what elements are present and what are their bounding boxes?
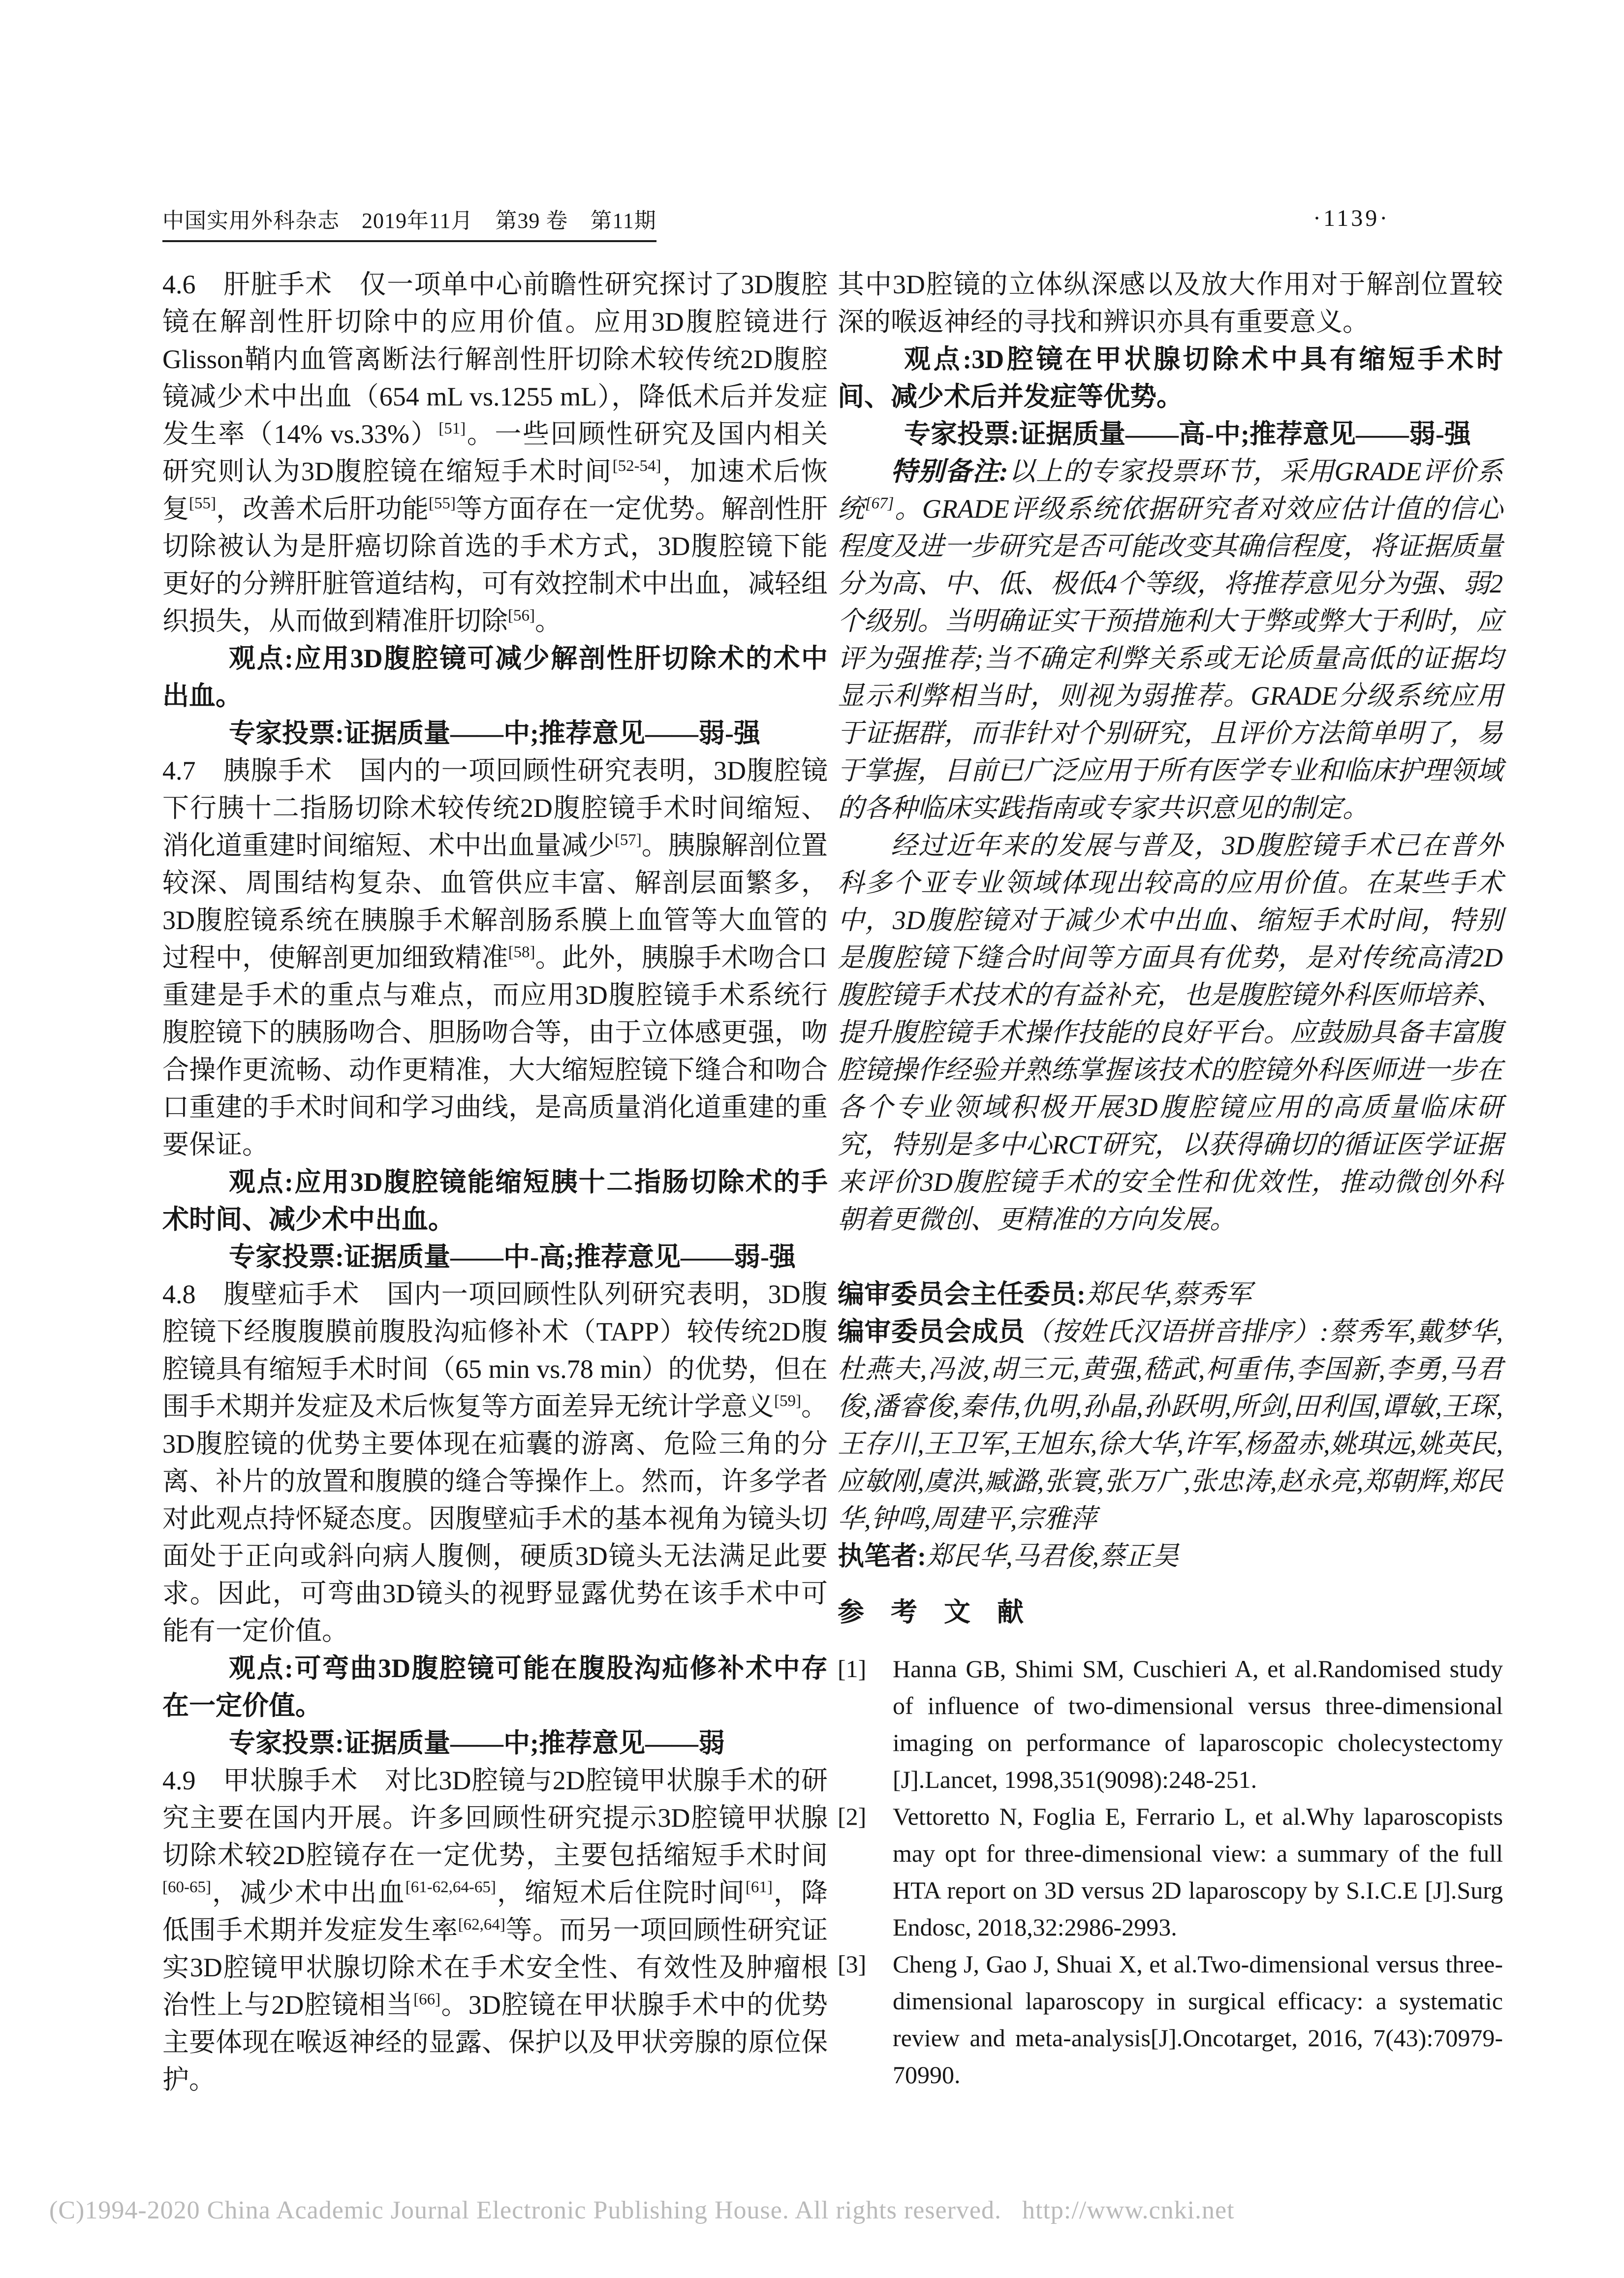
text-segment: 郑民华,马君俊,蔡正昊: [926, 1541, 1179, 1571]
left-column: [162, 266, 828, 2098]
text-segment: 专家投票:证据质量——中;推荐意见——弱: [229, 1728, 725, 1758]
text-segment: ，减少术中出血: [211, 1878, 406, 1907]
section-4-6: [162, 266, 828, 640]
text-segment: ，降低围手术期并发症发生率: [162, 1878, 828, 1945]
authors-line: [838, 1537, 1503, 1575]
citation-superscript: [56]: [508, 607, 535, 624]
citation-superscript: [62,64]: [458, 1916, 505, 1934]
section-4-7: [162, 752, 828, 1163]
text-segment: 以上的专家投票环节，采用GRADE评价系统: [838, 457, 1503, 524]
text-segment: 经过近年来的发展与普及，3D腹腔镜手术已在普外科多个亚专业领域体现出较高的应用价值。在某些手术中，3D腹腔镜对于减少术中出血、缩短手术时间，特别是腹腔镜下缝合时间等方面具有优势，是对传统高清2D腹腔镜手术技术的有益补充，也是腹腔镜外科医师培养、提升腹腔镜手术操作技能的良好平台。应鼓励具备丰富腹腔镜操作经验并熟练掌握该技术的腔镜外科医师进一步在各个专业领域积极开展3D腹腔镜应用的高质量临床研究，特别是多中心RCT研究，以获得确切的循证医学证据来评价3D腹腔镜手术的安全性和优效性，推动微创外科朝着更微创、更精准的方向发展。: [838, 831, 1503, 1234]
text-segment: 等。而另一项回顾性研究证实3D腔镜甲状腺切除术在手术安全性、有效性及肿瘤根治性上与2D腔镜相当: [162, 1915, 828, 2020]
text-segment: （按姓氏汉语拼音排序）:蔡秀军,戴梦华,杜燕夫,冯波,胡三元,黄强,嵇武,柯重伟,李国新,李勇,马君俊,潘睿俊,秦伟,仇明,孙晶,孙跃明,所剑,田利国,谭敏,王琛,王存川,王卫军,王旭东,徐大华,许军,杨盈赤,姚琪远,姚英民,应敏刚,虞洪,臧潞,张寰,张万广,张忠涛,赵永亮,郑朝辉,郑民华,钟鸣,周建平,宗雅萍: [838, 1317, 1503, 1533]
text-segment: 。: [534, 606, 562, 636]
text-segment: 观点:应用3D腹腔镜可减少解剖性肝切除术的术中出血。: [162, 644, 828, 711]
text-segment: 编审委员会成员: [838, 1317, 1025, 1346]
text-segment: ，加速术后恢复: [162, 457, 828, 524]
text-segment: 。胰腺解剖位置较深、周围结构复杂、血管供应丰富、解剖层面繁多，3D腹腔镜系统在胰腺手术解剖肠系膜上血管等大血管的过程中，使解剖更加细致精准: [162, 831, 828, 972]
text-segment: 。GRADE评级系统依据研究者对效应估计值的信心程度及进一步研究是否可能改变其确信程度，将证据质量分为高、中、低、极低4个等级，将推荐意见分为强、弱2个级别。当明确证实干预措施利大于弊或弊大于利时，应评为强推荐;当不确定利弊关系或无论质量高低的证据均显示利弊相当时，则视为弱推荐。GRADE分级系统应用于证据群，而非针对个别研究，且评价方法简单明了，易于掌握，目前已广泛应用于所有医学专业和临床护理领域的各种临床实践指南或专家共识意见的制定。: [838, 494, 1503, 823]
spacer: [838, 1238, 1503, 1276]
text-segment: ，改善术后肝功能: [216, 494, 429, 524]
citation-superscript: [58]: [508, 943, 535, 961]
page-number: ·1139·: [1313, 205, 1390, 231]
text-segment: 专家投票:证据质量——中-高;推荐意见——弱-强: [229, 1242, 796, 1272]
text-segment: 专家投票:证据质量——中;推荐意见——弱-强: [229, 718, 760, 748]
grade-note: [838, 453, 1503, 827]
reference-1: [838, 1651, 1503, 1798]
references-heading: [838, 1593, 1503, 1631]
citation-superscript: [61]: [745, 1878, 773, 1896]
text-segment: 观点:应用3D腹腔镜能缩短胰十二指肠切除术的手术时间、减少术中出血。: [162, 1167, 828, 1234]
text-segment: 其中3D腔镜的立体纵深感以及放大作用对于解剖位置较深的喉返神经的寻找和辨识亦具有重要意义。: [838, 270, 1503, 337]
opinion-4-9: [838, 341, 1503, 415]
text-segment: 4.6 肝脏手术 仅一项单中心前瞻性研究探讨了3D腹腔镜在解剖性肝切除中的应用价值。应用3D腹腔镜进行Glisson鞘内血管离断法行解剖性肝切除术较传统2D腹腔镜减少术中出血（654 mL vs.1255 mL），降低术后并发症发生率（14% vs.33%）: [162, 270, 828, 449]
copyright-footer: (C)1994-2020 China Academic Journal Electronic Publishing House. All rights reserved. http://www.cnki.net: [49, 2196, 1235, 2224]
citation-superscript: [59]: [774, 1392, 801, 1410]
right-column: [838, 266, 1503, 2093]
opinion-4-8: [162, 1650, 828, 1724]
section-4-8: [162, 1276, 828, 1650]
text-segment: 观点:3D腔镜在甲状腺切除术中具有缩短手术时间、减少术后并发症等优势。: [838, 344, 1503, 411]
vote-4-7: [162, 1238, 828, 1276]
section-4-9: [162, 1762, 828, 2098]
vote-4-9: [838, 415, 1503, 453]
opinion-4-7: [162, 1163, 828, 1238]
citation-superscript: [55]: [189, 495, 216, 512]
reference-2: [838, 1798, 1503, 1946]
reference-marker: [1]: [838, 1655, 867, 1683]
citation-superscript: [57]: [614, 831, 642, 849]
text-segment: 等方面存在一定优势。解剖性肝切除被认为是肝癌切除首选的手术方式，3D腹腔镜下能更好的分辨肝脏管道结构，可有效控制术中出血，减轻组织损失，从而做到精准肝切除: [162, 494, 828, 636]
citation-superscript: [55]: [429, 495, 456, 512]
reference-marker: [3]: [838, 1950, 867, 1978]
committee-chair-line: [838, 1276, 1503, 1313]
text-segment: 专家投票:证据质量——高-中;推荐意见——弱-强: [904, 419, 1471, 449]
section-4-9-continued: [838, 266, 1503, 341]
text-segment: 。一些回顾性研究及国内相关研究则认为3D腹腔镜在缩短手术时间: [162, 419, 828, 486]
reference-text: Cheng J, Gao J, Shuai X, et al.Two-dimensional versus three-dimensional laparoscopy in surgical efficacy: a systematic review and meta-analysis[J].Oncotarget, 2016, 7(43):70979-70990.: [893, 1950, 1503, 2089]
citation-superscript: [60-65]: [162, 1878, 211, 1896]
citation-superscript: [61-62,64-65]: [405, 1878, 496, 1896]
vote-4-6: [162, 715, 828, 752]
page-header: [162, 203, 656, 242]
citation-superscript: [51]: [438, 420, 466, 437]
text-segment: 郑民华,蔡秀军: [1085, 1279, 1252, 1309]
text-segment: 执笔者:: [838, 1541, 926, 1571]
text-segment: 特别备注:: [891, 457, 1008, 486]
text-segment: 4.7 胰腺手术 国内的一项回顾性研究表明，3D腹腔镜下行胰十二指肠切除术较传统2D腹腔镜手术时间缩短、消化道重建时间缩短、术中出血量减少: [162, 756, 828, 860]
text-segment: ，缩短术后住院时间: [496, 1878, 746, 1907]
text-segment: 4.9 甲状腺手术 对比3D腔镜与2D腔镜甲状腺手术的研究主要在国内开展。许多回顾性研究提示3D腔镜甲状腺切除术较2D腔镜存在一定优势，主要包括缩短手术时间: [162, 1766, 828, 1870]
reference-marker: [2]: [838, 1803, 867, 1830]
text-segment: 参 考 文 献: [838, 1597, 1024, 1627]
opinion-4-6: [162, 640, 828, 715]
citation-superscript: [66]: [413, 1991, 441, 2008]
vote-4-8: [162, 1724, 828, 1762]
text-segment: 。3D腔镜在甲状腺手术中的优势主要体现在喉返神经的显露、保护以及甲状旁腺的原位保护。: [162, 1990, 828, 2094]
reference-text: Hanna GB, Shimi SM, Cuschieri A, et al.Randomised study of influence of two-dimensional versus three-dimensional imaging on performance of laparoscopic cholecystectomy [J].Lancet, 1998,351(9098):248-251.: [893, 1655, 1503, 1793]
reference-text: Vettoretto N, Foglia E, Ferrario L, et al.Why laparoscopists may opt for three-dimensional view: a summary of the full HTA report on 3D versus 2D laparoscopy by S.I.C.E [J].Surg Endosc, 2018,32:2986-2993.: [893, 1803, 1503, 1941]
text-segment: 4.8 腹壁疝手术 国内一项回顾性队列研究表明，3D腹腔镜下经腹腹膜前腹股沟疝修补术（TAPP）较传统2D腹腔镜具有缩短手术时间（65 min vs.78 min）的优势，但在围手术期并发症及术后恢复等方面差异无统计学意义: [162, 1279, 828, 1421]
citation-superscript: [52-54]: [612, 457, 661, 475]
conclusion-paragraph: [838, 827, 1503, 1238]
committee-members-line: [838, 1313, 1503, 1537]
text-segment: 编审委员会主任委员:: [838, 1279, 1086, 1309]
reference-3: [838, 1946, 1503, 2093]
text-segment: 观点:可弯曲3D腹腔镜可能在腹股沟疝修补术中存在一定价值。: [162, 1654, 828, 1720]
text-segment: 。3D腹腔镜的优势主要体现在疝囊的游离、危险三角的分离、补片的放置和腹膜的缝合等操作上。然而，许多学者对此观点持怀疑态度。因腹壁疝手术的基本视角为镜头切面处于正向或斜向病人腹侧，硬质3D镜头无法满足此要求。因此，可弯曲3D镜头的视野显露优势在该手术中可能有一定价值。: [162, 1392, 828, 1646]
journal-title: 中国实用外科杂志 2019年11月 第39 卷 第11期: [162, 203, 656, 242]
text-segment: 。此外，胰腺手术吻合口重建是手术的重点与难点，而应用3D腹腔镜手术系统行腹腔镜下的胰肠吻合、胆肠吻合等，由于立体感更强，吻合操作更流畅、动作更精准，大大缩短腔镜下缝合和吻合口重建的手术时间和学习曲线，是高质量消化道重建的重要保证。: [162, 943, 828, 1159]
citation-superscript: [67]: [865, 495, 894, 512]
